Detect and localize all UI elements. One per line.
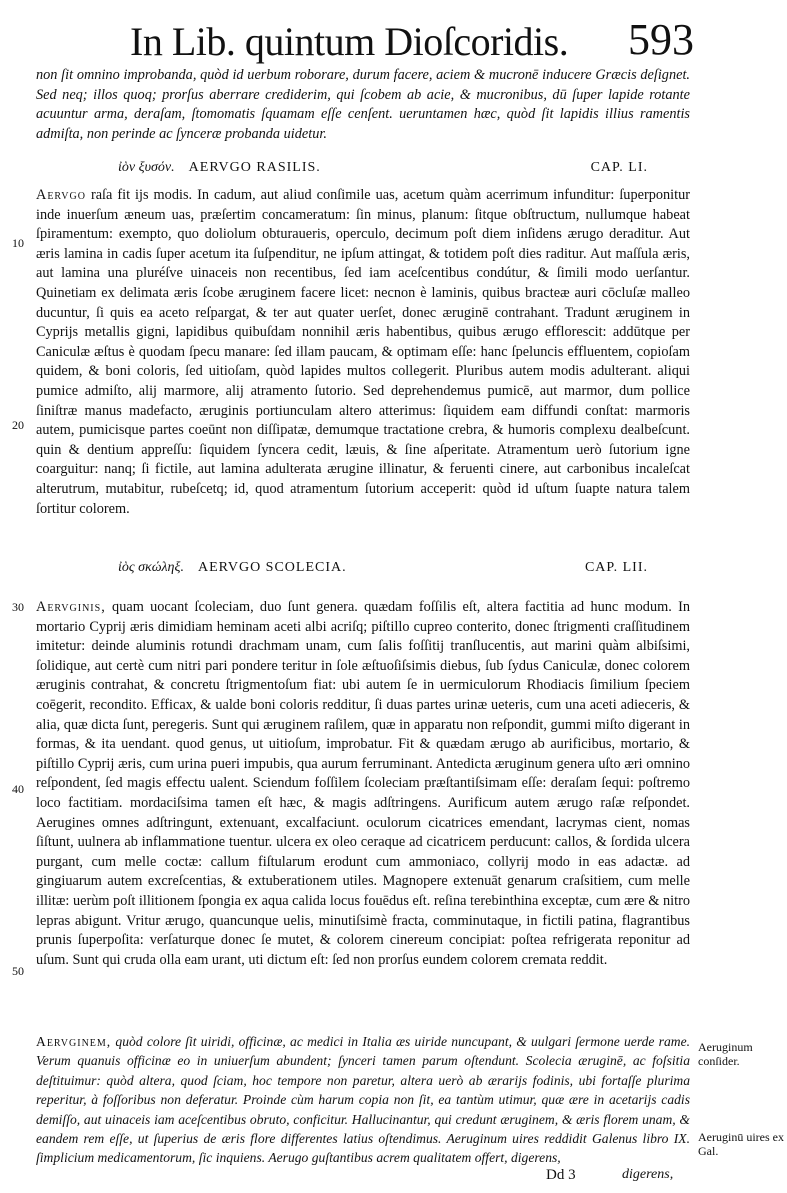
- chapter-52-greek-title: ἰὸς σκώληξ.: [118, 560, 184, 575]
- chapter-51-number: CAP. LI.: [590, 160, 648, 175]
- chapter-52-latin-title: AERVGO SCOLECIA.: [197, 560, 347, 575]
- line-number: 50: [12, 964, 24, 978]
- running-header-title: In Lib. quintum Dioſcoridis.: [130, 19, 569, 64]
- chapter-52-number: CAP. LII.: [584, 560, 648, 575]
- chapter-52-body: [36, 598, 690, 970]
- line-number: 10: [12, 236, 24, 250]
- signature-mark: Dd 3: [546, 1167, 576, 1183]
- line-number: 40: [12, 782, 24, 796]
- line-number: 30: [12, 600, 24, 614]
- chapter-52-heading: [118, 560, 648, 576]
- chapter-51-heading: [118, 160, 648, 176]
- chapter-51-body: [36, 186, 690, 519]
- chapter-52-lead-word: Aervginis,: [36, 599, 106, 615]
- chapter-51-lead-word: Aervgo: [36, 187, 86, 203]
- commentary-paragraph: [36, 1032, 690, 1168]
- chapter-52-text: quam uocant ſcoleciam, duo ſunt genera. quædam foſſilis eſt, altera factitia ad hunc modum. In mortario Cyprij æris dimidiam heminam aceti albi acriſq; piſtillo cupreo conterito, donec ſtrigmenti craſſitudinem imitetur: deinde aluminis rotundi drachmam unam, cum ſalis foſſitij tranſlucentis, aut marini quàm albiſsimi, ſolidique, aut certè cum nitri pari pondere teritur in ſole æſtuoſiſsimis diebus, ſub ſydus Caniculæ, donec colorem æruginis contrahat, & concretu ſtrigmentoſum fiat: ubi autem ſe in uermiculorum Rhodiacis ſimilium ſpeciem coēgerit, recondito. Efficax, & ualde boni coloris redditur, ſi duas partes urinæ ueteris, cum una aceti adieceris, & alia, quæ dicta ſunt, peregeris. Sunt qui æruginem raſilem, quæ in apparatu non reſpondit, gummi miſto digerant in formas, & ita uendant. quod genus, ut uitioſum, improbatur. Fit & quædam ærugo ab aurificibus, mortario, & piſtillo Cyprij æris, cum urina pueri impubis, qua aurum ferruminant. Antedicta æruginum genera uſto æri omnino reſpondent, ſed magis effectu ualent. Sciendum foſſilem ſcoleciam præſtantiſsimam eſſe: deraſam ſequi: poſtremo loco factitiam. mordaciſsima tamen eſt hæc, & magis adſtringens. Aurificum autem ærugo raſæ reſpondet. Aerugines omnes adſtringunt, extenuant, excalfaciunt. oculorum cicatrices emendant, lacrymas cient, nomas ſiſtunt, uulnera ab inflammatione tuentur. ulcera ex oleo ceraque ad cicatricem perducunt: callos, & ſordida ulcera purgant, cum melle coctæ: callum fiſtularum erodunt cum ammoniaco, collyrij modo in eas adactæ. ad gingiuarum autem excreſcentias, & extuberationem utiles. Magnopere extenuāt genarum craſsitiem, cum melle illitæ: uerùm poſt illitionem ſpongia ex aqua calida locus fouēdus eſt. reſina terebinthina exceptæ, cum ære & nitro lepras abigunt. Vritur ærugo, quancunque uelis, minutiſsimè fracta, comminutaque, in fictili patina, flagrantibus prunis ſuperpoſita: verſaturque donec ſe mutet, & colorem cinereum concipiat: poſtea refrigerata reponitur ad uſum. Sunt qui cruda olla eam urant, uti dictum eſt: ſed non prorſus eundem colorem cremata reddit.: [36, 599, 690, 968]
- page-number: 593: [628, 15, 694, 64]
- margin-note: Aeruginū uires ex Gal.: [698, 1130, 784, 1158]
- chapter-51-latin-title: AERVGO RASILIS.: [188, 160, 321, 175]
- catchword: digerens,: [622, 1167, 674, 1182]
- margin-note: Aeruginum conſider.: [698, 1040, 753, 1068]
- line-number: 20: [12, 418, 24, 432]
- commentary-lead-word: Aervginem,: [36, 1034, 112, 1049]
- chapter-51-text: raſa fit ijs modis. In cadum, aut aliud conſimile uas, acetum quàm acerrimum infunditur: ſuperponitur inde inuerſum æneum uas, præſertim concameratum: ſin minus, planum: ſitque obſtructum, nullumque habeat ſpiramentum: exempto, quo doliolum obturaueris, operculo, decimum poſt diem inſidens ærugo deraditur. Aut æris lamina in cadis ſuper acetum ita ſuſpenditur, ne ipſum attingat, & totidem poſt dies raditur. Aut maſſula æris, aut lamina una pluréſve uinaceis non recentibus, ſed iam aceſcentibus condútur, & ſimili modo uerſantur. Quinetiam ex delimata æris ſcobe æruginem facere licet: necnon è laminis, quibus bracteæ auri cōcluſæ malleo ducuntur, ſi quis ea aceto reſpargat, & ter aut quater uerſet, donec æruginē contrahant. Tradunt æruginem in Cyprijs metallis gigni, lapidibus quibuſdam nonnihil æris habentibus, quibus ærugo efflorescit: addūtque per Caniculæ æſtus è quodam ſpecu manare: ſed illam paucam, & optimam eſſe: hanc ſpeluncis effluentem, copioſam quidem, & boni coloris, ſed uitioſam, quòd lapides multos collegerit. Pluribus autem modis adulterant. aliqui pumice admiſto, alij marmore, alij atramento ſutorio. Sed deprehendemus pumicē, aut marmor, dum pollice ſiniſtræ manus madefacto, æruginis portiunculam altero atterimus: ſiquidem eam diffundi conſtat: marmoris autem, pumicisque partes coeūnt non diſſipatæ, demumque tractatione crebra, & humoris complexu dealbeſcunt. quin & dentium appreſſu: ſiquidem ſyncera cedit, læuis, & ſine aſperitate. Atramentum uerò ſutorium igne coarguitur: nanq; ſi fictile, aut lamina adulterata ærugine illinatur, & feruenti cinere, aut carbonibus incaleſcat alterutrum, mutabitur, rubeſcetq; id, quod atramentum ſutorium acceperit: quòd id uſtum ſuapte natura talem ſortitur colorem.: [36, 187, 690, 517]
- intro-paragraph: non ſit omnino improbanda, quòd id uerbum roborare, durum facere, aciem & mucronē inducere Græcis deſignet. Sed neq; illos quoq; prorſus aberrare crediderim, qui ſcobem ab acie, & mucronibus, dū ſuper lapide rotante acuuntur arma, deraſam, ſtomomatis ſquamam eſſe cenſent. ueruntamen hæc, quòd ſit lapidis illius ramentis admiſta, non perinde ac ſynceræ probanda uidetur.: [36, 67, 690, 142]
- commentary-text: quòd colore ſit uiridi, officinæ, ac medici in Italia æs uiride nuncupant, & uulgari ſermone uerde rame. Verum quanuis officinæ eo in uniuerſum abundent; ſynceri tamen parum oſtendunt. Scolecia æruginē, ac foſsitia deſtituimur: quòd altera, quod ſciam, hoc tempore non paretur, altera uerò ab ærarijs fodinis, ubi fortaſſe plurima reperitur, à foſſoribus non deferatur. Proinde cùm harum copia non ſit, ea tantùm utimur, quæ ære in acetarijs cadis demiſſo, aut uinaceis iam aceſcentibus obruto, conficitur. Hallucinantur, qui credunt æruginem, & æris florem unam, & eandem rem eſſe, ut ſuperius de æris flore differentes latius oſtendimus. Aeruginum uires reddidit Galenus libro IX. ſimplicium medicamentorum, ſic inquiens. Aerugo guſtantibus acrem qualitatem offert, digerens,: [36, 1034, 690, 1166]
- chapter-51-greek-title: ἰὸν ξυσόν.: [118, 160, 175, 175]
